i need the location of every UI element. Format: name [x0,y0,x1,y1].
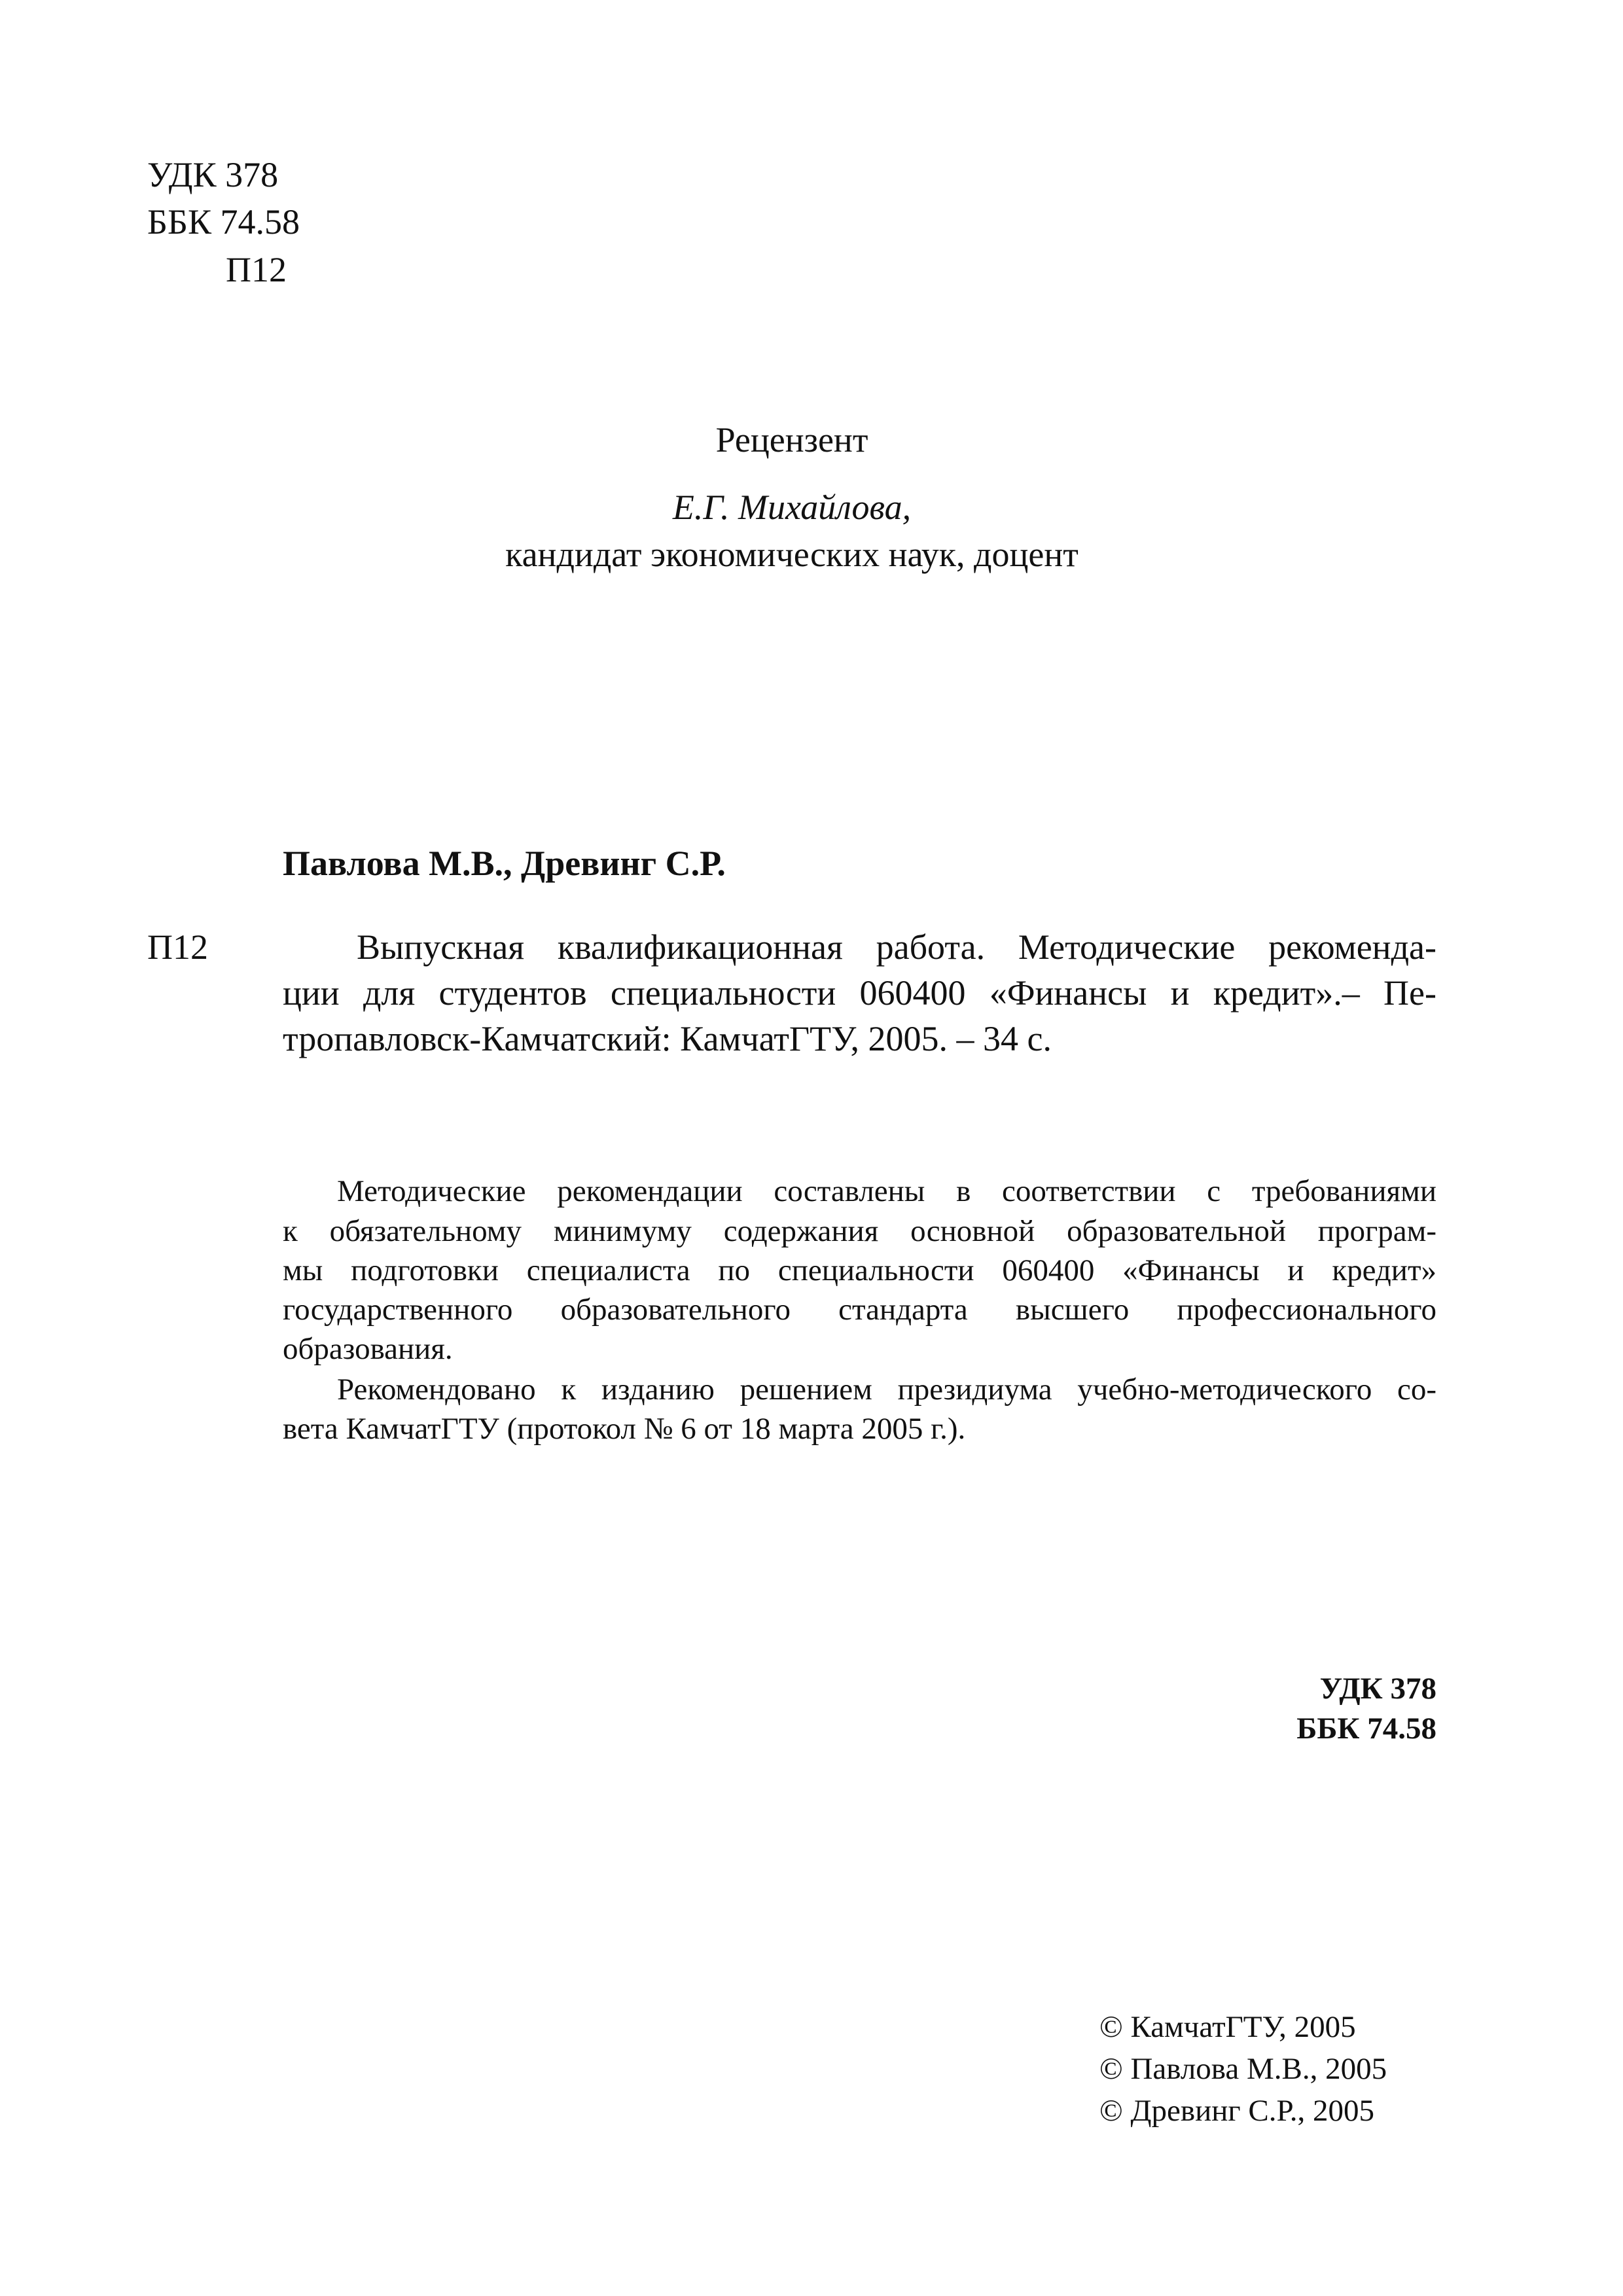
entry-line-2: ции для студентов специальности 060400 «Финансы и кредит».– Пе- [283,973,1436,1013]
author-mark: П12 [226,250,287,289]
entry-line-1: Выпускная квалификационная работа. Методические рекоменда- [357,927,1436,967]
annotation-line-1: Методические рекомендации составлены в соответствии с требованиями [337,1174,1436,1208]
approval-line-1: Рекомендовано к изданию решением президиума учебно-методического со- [337,1372,1436,1407]
annotation-line-5: образования. [283,1332,453,1366]
udc-code: УДК 378 [147,155,279,194]
annotation-line-3: мы подготовки специалиста по специальности 060400 «Финансы и кредит» [283,1253,1436,1287]
annotation-line-4: государственного образовательного стандарта высшего профессионального [283,1293,1436,1327]
copyright-line-1: © КамчатГТУ, 2005 [1099,2010,1356,2044]
reviewer-heading: Рецензент [715,420,868,459]
index-udc: УДК 378 [1319,1672,1436,1706]
entry-line-3: тропавловск-Камчатский: КамчатГТУ, 2005. – 34 с. [283,1019,1052,1058]
bbk-code: ББК 74.58 [147,202,300,242]
copyright-line-3: © Древинг С.Р., 2005 [1099,2094,1375,2128]
authors-line: Павлова М.В., Древинг С.Р. [283,844,726,883]
reviewer-title: кандидат экономических наук, доцент [505,535,1079,574]
entry-mark: П12 [147,927,208,967]
approval-line-2: вета КамчатГТУ (протокол № 6 от 18 марта 2005 г.). [283,1412,966,1446]
index-bbk: ББК 74.58 [1296,1712,1436,1746]
copyright-line-2: © Павлова М.В., 2005 [1099,2052,1387,2086]
reviewer-name: Е.Г. Михайлова, [672,488,912,527]
annotation-line-2: к обязательному минимуму содержания основной образовательной програм- [283,1214,1436,1248]
